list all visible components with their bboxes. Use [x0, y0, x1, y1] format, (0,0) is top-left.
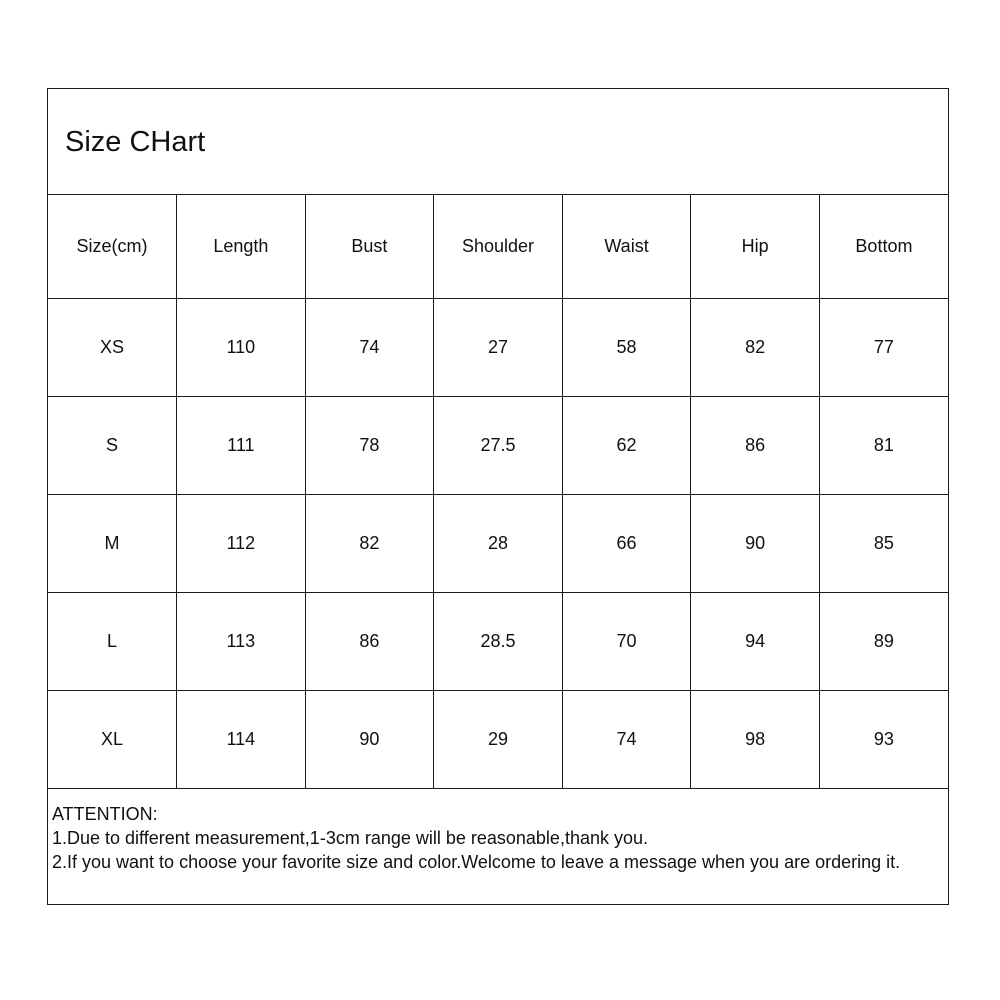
- table-cell: S: [48, 397, 177, 495]
- table-cell: 29: [434, 691, 563, 789]
- table-cell: 27.5: [434, 397, 563, 495]
- table-cell: XL: [48, 691, 177, 789]
- notes-heading: ATTENTION:: [52, 804, 158, 824]
- table-cell: 113: [177, 593, 306, 691]
- table-cell: 28.5: [434, 593, 563, 691]
- table-cell: 70: [562, 593, 691, 691]
- header-cell-shoulder: Shoulder: [434, 195, 563, 299]
- table-cell: 28: [434, 495, 563, 593]
- title-row: [48, 89, 948, 195]
- table-cell: 77: [819, 299, 948, 397]
- header-cell-hip: Hip: [691, 195, 820, 299]
- table-cell: 81: [819, 397, 948, 495]
- header-cell-size: Size(cm): [48, 195, 177, 299]
- table-cell: 90: [305, 691, 434, 789]
- size-chart: [47, 88, 949, 905]
- table-cell: 111: [177, 397, 306, 495]
- table-cell: 62: [562, 397, 691, 495]
- table-cell: 110: [177, 299, 306, 397]
- table-cell: 86: [691, 397, 820, 495]
- table-row: [48, 397, 948, 495]
- table-cell: 27: [434, 299, 563, 397]
- chart-title: Size CHart: [65, 126, 206, 158]
- size-table: [48, 195, 948, 789]
- attention-notes: [52, 802, 942, 874]
- table-cell: 58: [562, 299, 691, 397]
- table-cell: 74: [562, 691, 691, 789]
- table-row: [48, 299, 948, 397]
- header-cell-waist: Waist: [562, 195, 691, 299]
- table-cell: 66: [562, 495, 691, 593]
- table-row: [48, 593, 948, 691]
- table-cell: 82: [305, 495, 434, 593]
- table-cell: 94: [691, 593, 820, 691]
- header-cell-bust: Bust: [305, 195, 434, 299]
- table-cell: 90: [691, 495, 820, 593]
- table-cell: 82: [691, 299, 820, 397]
- notes-line: 1.Due to different measurement,1-3cm range will be reasonable,thank you.: [52, 828, 649, 848]
- table-cell: 93: [819, 691, 948, 789]
- table-cell: M: [48, 495, 177, 593]
- table-cell: 78: [305, 397, 434, 495]
- table-row: [48, 495, 948, 593]
- table-cell: 74: [305, 299, 434, 397]
- table-cell: 89: [819, 593, 948, 691]
- table-header-row: [48, 195, 948, 299]
- table-cell: 112: [177, 495, 306, 593]
- table-cell: 98: [691, 691, 820, 789]
- table-row: [48, 691, 948, 789]
- table-cell: XS: [48, 299, 177, 397]
- header-cell-length: Length: [177, 195, 306, 299]
- header-cell-bottom: Bottom: [819, 195, 948, 299]
- notes-line: 2.If you want to choose your favorite size and color.Welcome to leave a message when you are ordering it.: [52, 852, 901, 872]
- table-cell: 86: [305, 593, 434, 691]
- table-cell: 114: [177, 691, 306, 789]
- table-cell: 85: [819, 495, 948, 593]
- table-cell: L: [48, 593, 177, 691]
